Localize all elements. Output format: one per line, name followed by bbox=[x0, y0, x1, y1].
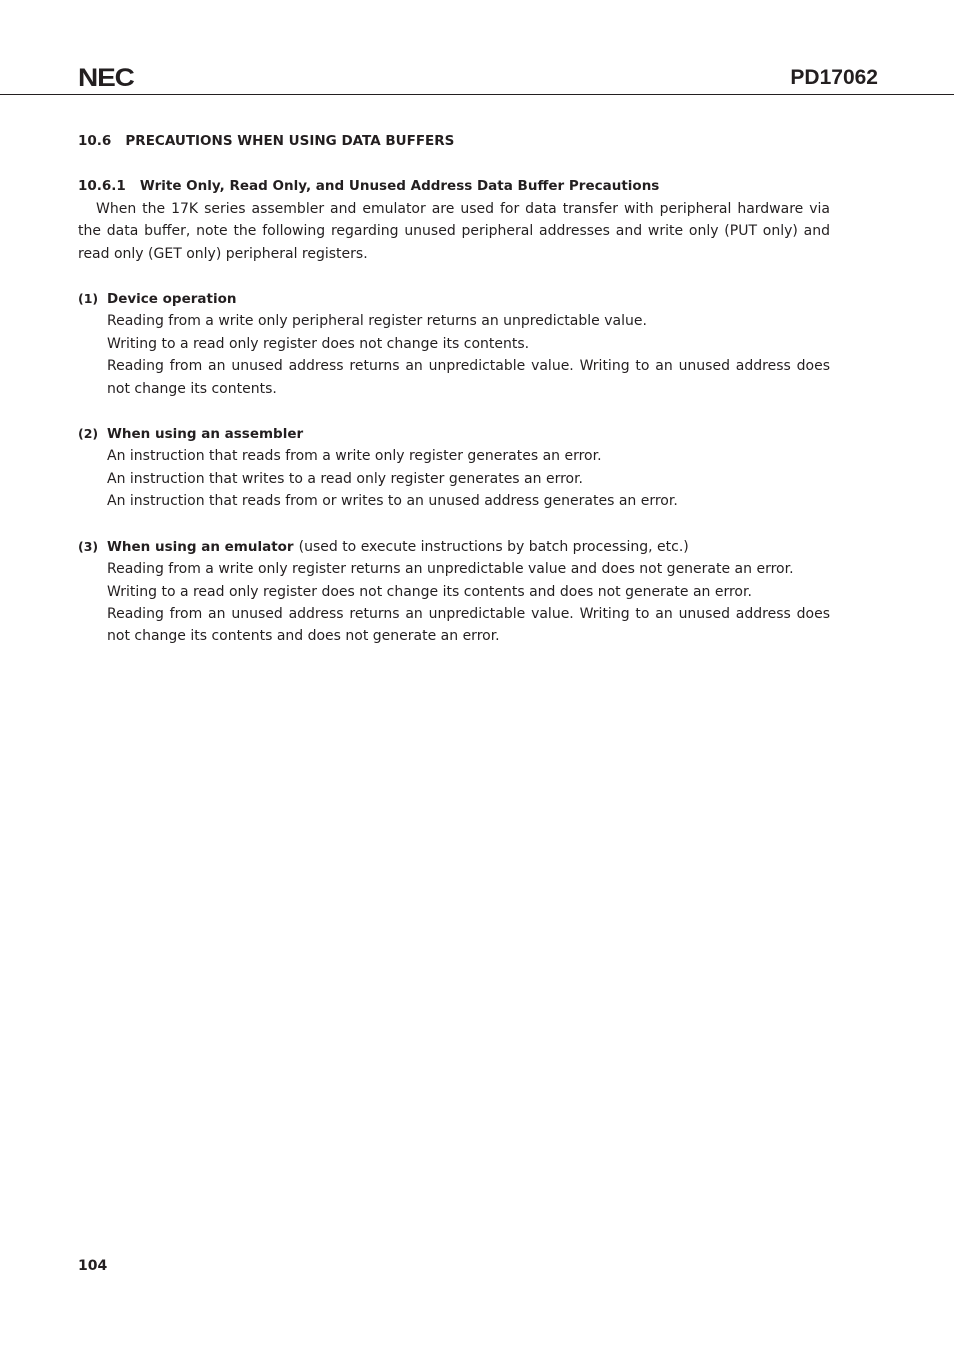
page-number: 104 bbox=[78, 1258, 108, 1274]
item-line: An instruction that writes to a read only register generates an error. bbox=[107, 470, 584, 487]
item-number: (1) bbox=[78, 291, 99, 307]
nec-logo: NEC bbox=[78, 64, 134, 92]
item-line: Reading from an unused address returns an unpredictable value. Writing to an unused address does not change its contents. bbox=[107, 358, 830, 397]
subsection-title: 10.6.1 Write Only, Read Only, and Unused Address Data Buffer Precautions bbox=[78, 178, 660, 195]
item-title: When using an assembler bbox=[107, 426, 304, 443]
item-line: Writing to a read only register does not change its contents and does not generate an error. bbox=[107, 583, 752, 600]
document-number: PD17062 bbox=[790, 66, 878, 89]
item-line: Reading from an unused address returns an unpredictable value. Writing to an unused address does not change its contents and does not generate an error. bbox=[107, 605, 830, 645]
item-line: Writing to a read only register does not change its contents. bbox=[107, 335, 530, 352]
page-header bbox=[0, 0, 954, 95]
item-line: Reading from a write only register returns an unpredictable value and does not generate an error. bbox=[107, 561, 794, 578]
item-line: An instruction that reads from a write only register generates an error. bbox=[107, 448, 602, 465]
item-number: (2) bbox=[78, 426, 99, 442]
list-item-device-operation bbox=[78, 288, 830, 400]
page-content bbox=[78, 130, 830, 648]
list-item-emulator bbox=[78, 536, 830, 648]
header-rule bbox=[0, 94, 954, 95]
item-line: An instruction that reads from or writes to an unused address generates an error. bbox=[107, 493, 678, 510]
item-line: Reading from a write only peripheral register returns an unpredictable value. bbox=[107, 313, 647, 330]
item-title: Device operation bbox=[107, 291, 237, 308]
list-item-assembler bbox=[78, 423, 830, 513]
section-title: 10.6 PRECAUTIONS WHEN USING DATA BUFFERS bbox=[78, 133, 455, 149]
item-number: (3) bbox=[78, 538, 99, 554]
item-title: When using an emulator bbox=[107, 538, 294, 555]
item-title-note: (used to execute instructions by batch processing, etc.) bbox=[298, 538, 689, 555]
intro-paragraph: When the 17K series assembler and emulator are used for data transfer with peripheral hardware via the data buffer, note the following regarding unused peripheral addresses and write only (PUT only) and read only (GET only) peripheral registers. bbox=[78, 200, 830, 262]
